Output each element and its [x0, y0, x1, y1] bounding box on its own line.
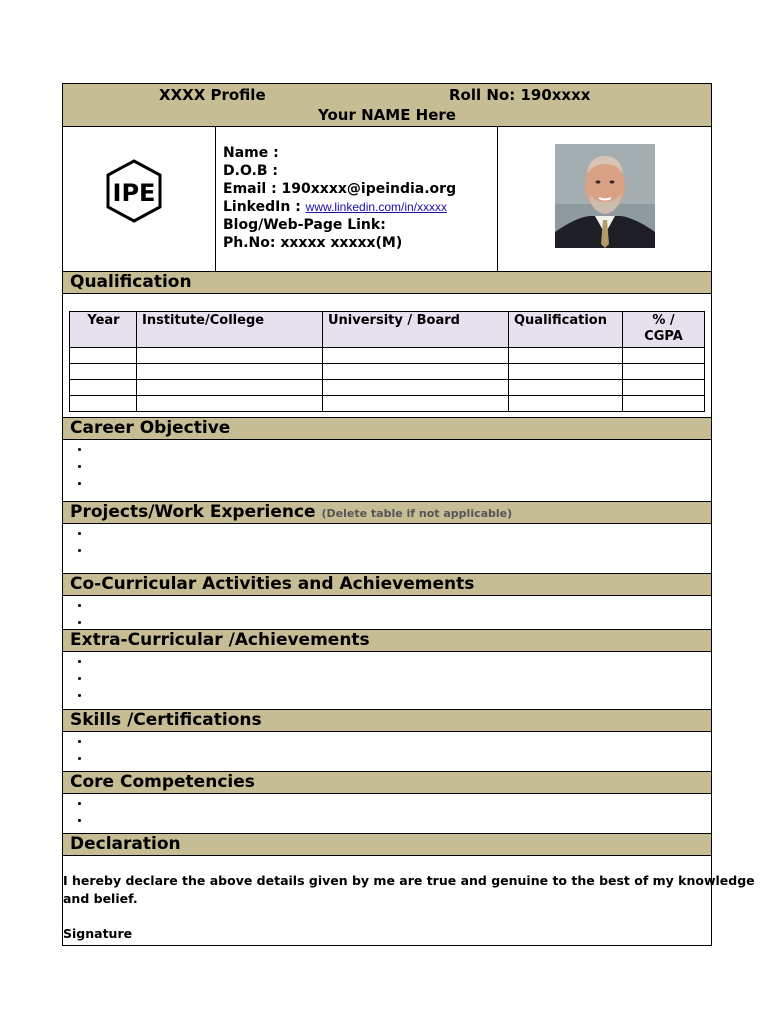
- table-cell[interactable]: [323, 396, 509, 412]
- table-cell[interactable]: [323, 380, 509, 396]
- col-cgpa: % / CGPA: [623, 312, 705, 348]
- table-header-row: [70, 312, 705, 348]
- bullet-item: [91, 811, 711, 828]
- bullet-item: [91, 457, 711, 474]
- bullet-item: [91, 686, 711, 703]
- table-cell[interactable]: [623, 396, 705, 412]
- table-cell[interactable]: [70, 380, 137, 396]
- section-skills: Skills /Certifications: [62, 709, 712, 732]
- section-projects: [62, 501, 712, 524]
- photo-cell: [497, 127, 712, 271]
- linkedin-link[interactable]: www.linkedin.com/in/xxxxx: [305, 200, 448, 214]
- skills-content[interactable]: [62, 732, 712, 772]
- table-cell[interactable]: [137, 364, 323, 380]
- co-curricular-content[interactable]: [62, 596, 712, 630]
- col-qualification: Qualification: [509, 312, 623, 348]
- logo-text: IPE: [112, 179, 156, 207]
- section-declaration: Declaration: [62, 833, 712, 856]
- bullet-item: [91, 541, 711, 558]
- phone-label: Ph.No: xxxxx xxxxx(M): [223, 235, 403, 251]
- bullet-item: [91, 669, 711, 686]
- career-objective-content[interactable]: [62, 440, 712, 502]
- table-row: [70, 364, 705, 380]
- extra-curricular-content[interactable]: [62, 652, 712, 710]
- table-cell[interactable]: [137, 348, 323, 364]
- section-qualification: Qualification: [62, 271, 712, 294]
- table-cell[interactable]: [509, 396, 623, 412]
- linkedin-row: [223, 198, 498, 216]
- qualification-table: [69, 311, 705, 412]
- col-year: Year: [70, 312, 137, 348]
- email-row: [223, 180, 498, 198]
- blog-label: Blog/Web-Page Link:: [223, 217, 386, 233]
- email-value: 190xxxx@ipeindia.org: [281, 181, 457, 197]
- table-cell[interactable]: [70, 364, 137, 380]
- linkedin-label: LinkedIn :: [223, 199, 301, 215]
- bullet-item: [91, 652, 711, 669]
- table-cell[interactable]: [323, 348, 509, 364]
- profile-title: XXXX Profile: [159, 86, 266, 104]
- bullet-item: [91, 524, 711, 541]
- signature-label: Signature: [63, 926, 133, 941]
- name-label: Name :: [223, 145, 279, 161]
- personal-details: [223, 144, 498, 252]
- table-cell[interactable]: [509, 380, 623, 396]
- table-cell[interactable]: [509, 364, 623, 380]
- table-cell[interactable]: [70, 396, 137, 412]
- info-row: [62, 127, 712, 272]
- person-photo-icon: [555, 144, 655, 248]
- qualification-table-wrap: [69, 311, 705, 412]
- table-cell[interactable]: [623, 348, 705, 364]
- roll-number: Roll No: 190xxxx: [449, 86, 591, 104]
- projects-title: Projects/Work Experience: [70, 502, 316, 522]
- header-band: [62, 83, 712, 127]
- section-core-competencies: Core Competencies: [62, 771, 712, 794]
- projects-content[interactable]: [62, 524, 712, 574]
- bullet-item: [91, 613, 711, 630]
- email-label: Email :: [223, 181, 277, 197]
- bullet-item: [91, 732, 711, 749]
- table-row: [70, 348, 705, 364]
- table-cell[interactable]: [70, 348, 137, 364]
- table-cell[interactable]: [137, 396, 323, 412]
- col-university: University / Board: [323, 312, 509, 348]
- table-cell[interactable]: [137, 380, 323, 396]
- candidate-name: Your NAME Here: [318, 106, 456, 124]
- table-cell[interactable]: [509, 348, 623, 364]
- bullet-item: [91, 749, 711, 766]
- table-cell[interactable]: [623, 380, 705, 396]
- section-career-objective: Career Objective: [62, 417, 712, 440]
- table-cell[interactable]: [323, 364, 509, 380]
- core-competencies-content[interactable]: [62, 794, 712, 834]
- bullet-item: [91, 794, 711, 811]
- ipe-logo: [106, 159, 162, 223]
- bullet-item: [91, 596, 711, 613]
- section-extra-curricular: Extra-Curricular /Achievements: [62, 629, 712, 652]
- projects-note: (Delete table if not applicable): [321, 507, 513, 520]
- logo-cell: [63, 127, 216, 271]
- table-row: [70, 380, 705, 396]
- section-co-curricular: Co-Curricular Activities and Achievements: [62, 573, 712, 596]
- table-cell[interactable]: [623, 364, 705, 380]
- declaration-text: I hereby declare the above details given by me are true and genuine to the best of my knowledge and belief.: [63, 873, 755, 906]
- table-row: [70, 396, 705, 412]
- dob-label: D.O.B :: [223, 163, 278, 179]
- col-institute: Institute/College: [137, 312, 323, 348]
- bullet-item: [91, 474, 711, 491]
- bullet-item: [91, 440, 711, 457]
